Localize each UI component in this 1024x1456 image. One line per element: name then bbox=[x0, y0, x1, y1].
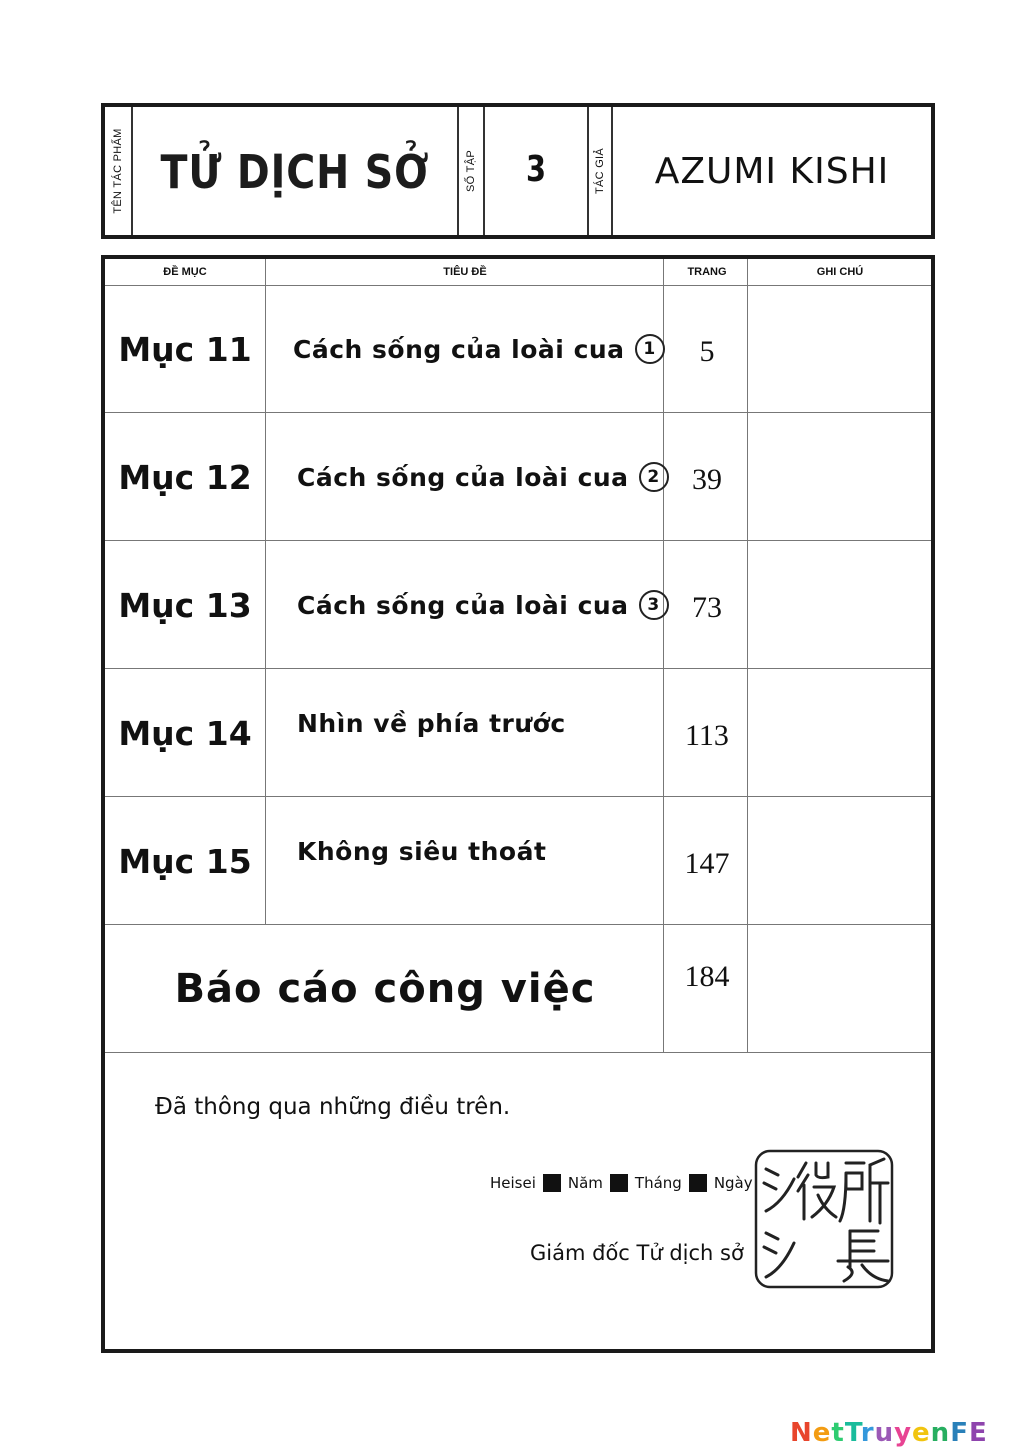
chapter-title bbox=[293, 285, 665, 413]
work-title-cell bbox=[133, 107, 459, 235]
page-number: 73 bbox=[692, 591, 722, 624]
chapter-title bbox=[297, 541, 669, 669]
table-row bbox=[105, 669, 931, 797]
redacted-block bbox=[610, 1174, 628, 1192]
part-marker: 2 bbox=[639, 462, 669, 492]
chapter-number: Mục 11 bbox=[118, 329, 252, 369]
volume-label: SỐ TẬP bbox=[465, 150, 477, 192]
chapter-title-text: Cách sống của loài cua bbox=[297, 590, 629, 620]
watermark-letter: t bbox=[831, 1418, 845, 1448]
watermark-letter: r bbox=[860, 1418, 875, 1448]
watermark-letter: e bbox=[812, 1418, 832, 1448]
header-box bbox=[101, 103, 935, 239]
author-label: TÁC GIẢ bbox=[594, 147, 606, 195]
chapter-title-text: Cách sống của loài cua bbox=[297, 462, 629, 492]
table-row bbox=[105, 413, 931, 541]
signature-title: Giám đốc Tử dịch sở bbox=[530, 1241, 744, 1265]
table-row-report bbox=[105, 925, 931, 1053]
page-number: 39 bbox=[692, 463, 722, 496]
chapter-title-text: Cách sống của loài cua bbox=[293, 334, 625, 364]
table-row bbox=[105, 797, 931, 925]
author-name: AZUMI KISHI bbox=[654, 151, 890, 192]
work-title: TỬ DỊCH SỞ bbox=[160, 145, 430, 199]
table-row bbox=[105, 541, 931, 669]
watermark-letter: e bbox=[912, 1418, 931, 1448]
chapter-number: Mục 15 bbox=[118, 841, 252, 881]
page-number: 184 bbox=[684, 960, 730, 993]
era-label: Heisei bbox=[490, 1174, 536, 1192]
watermark-letter: y bbox=[894, 1418, 913, 1448]
chapter-title-text: Nhìn về phía trước bbox=[297, 708, 566, 738]
chapter-number: Mục 14 bbox=[118, 713, 252, 753]
director-seal-icon bbox=[754, 1149, 894, 1289]
chapter-title bbox=[297, 659, 566, 787]
redacted-block bbox=[689, 1174, 707, 1192]
watermark-letter: E bbox=[968, 1418, 988, 1448]
page-number: 147 bbox=[684, 847, 730, 880]
column-header-title: TIÊU ĐỀ bbox=[443, 266, 487, 278]
watermark-letter: T bbox=[844, 1418, 861, 1448]
chapter-title bbox=[297, 413, 669, 541]
day-label: Ngày bbox=[713, 1174, 753, 1192]
year-label: Năm bbox=[567, 1174, 603, 1192]
column-header-notes: GHI CHÚ bbox=[816, 266, 864, 278]
volume-number-cell bbox=[485, 107, 589, 235]
month-label: Tháng bbox=[634, 1174, 682, 1192]
volume-number: 3 bbox=[525, 149, 547, 190]
report-title: Báo cáo công việc bbox=[174, 966, 596, 1012]
approved-text: Đã thông qua những điều trên. bbox=[155, 1094, 511, 1120]
chapter-title bbox=[297, 787, 546, 915]
work-label: TÊN TÁC PHẨM bbox=[112, 128, 124, 214]
page-number: 113 bbox=[685, 719, 729, 752]
watermark-letter: n bbox=[930, 1418, 951, 1448]
part-marker: 1 bbox=[635, 334, 665, 364]
work-label-cell bbox=[105, 107, 133, 235]
page-number: 5 bbox=[699, 335, 715, 368]
author-cell bbox=[613, 107, 931, 235]
watermark-logo bbox=[790, 1418, 988, 1448]
watermark-letter: F bbox=[950, 1418, 969, 1448]
date-line bbox=[486, 1174, 757, 1192]
chapter-title-text: Không siêu thoát bbox=[297, 836, 547, 866]
table-row bbox=[105, 285, 931, 413]
watermark-letter: u bbox=[874, 1418, 895, 1448]
chapter-number: Mục 13 bbox=[118, 585, 252, 625]
chapter-number: Mục 12 bbox=[118, 457, 252, 497]
column-header-page: TRANG bbox=[687, 266, 727, 278]
column-header-chapter: ĐỀ MỤC bbox=[163, 266, 207, 278]
contents-table bbox=[101, 255, 935, 1353]
redacted-block bbox=[543, 1174, 561, 1192]
author-label-cell bbox=[589, 107, 613, 235]
part-marker: 3 bbox=[639, 590, 669, 620]
volume-label-cell bbox=[459, 107, 485, 235]
watermark-letter: N bbox=[790, 1418, 813, 1448]
